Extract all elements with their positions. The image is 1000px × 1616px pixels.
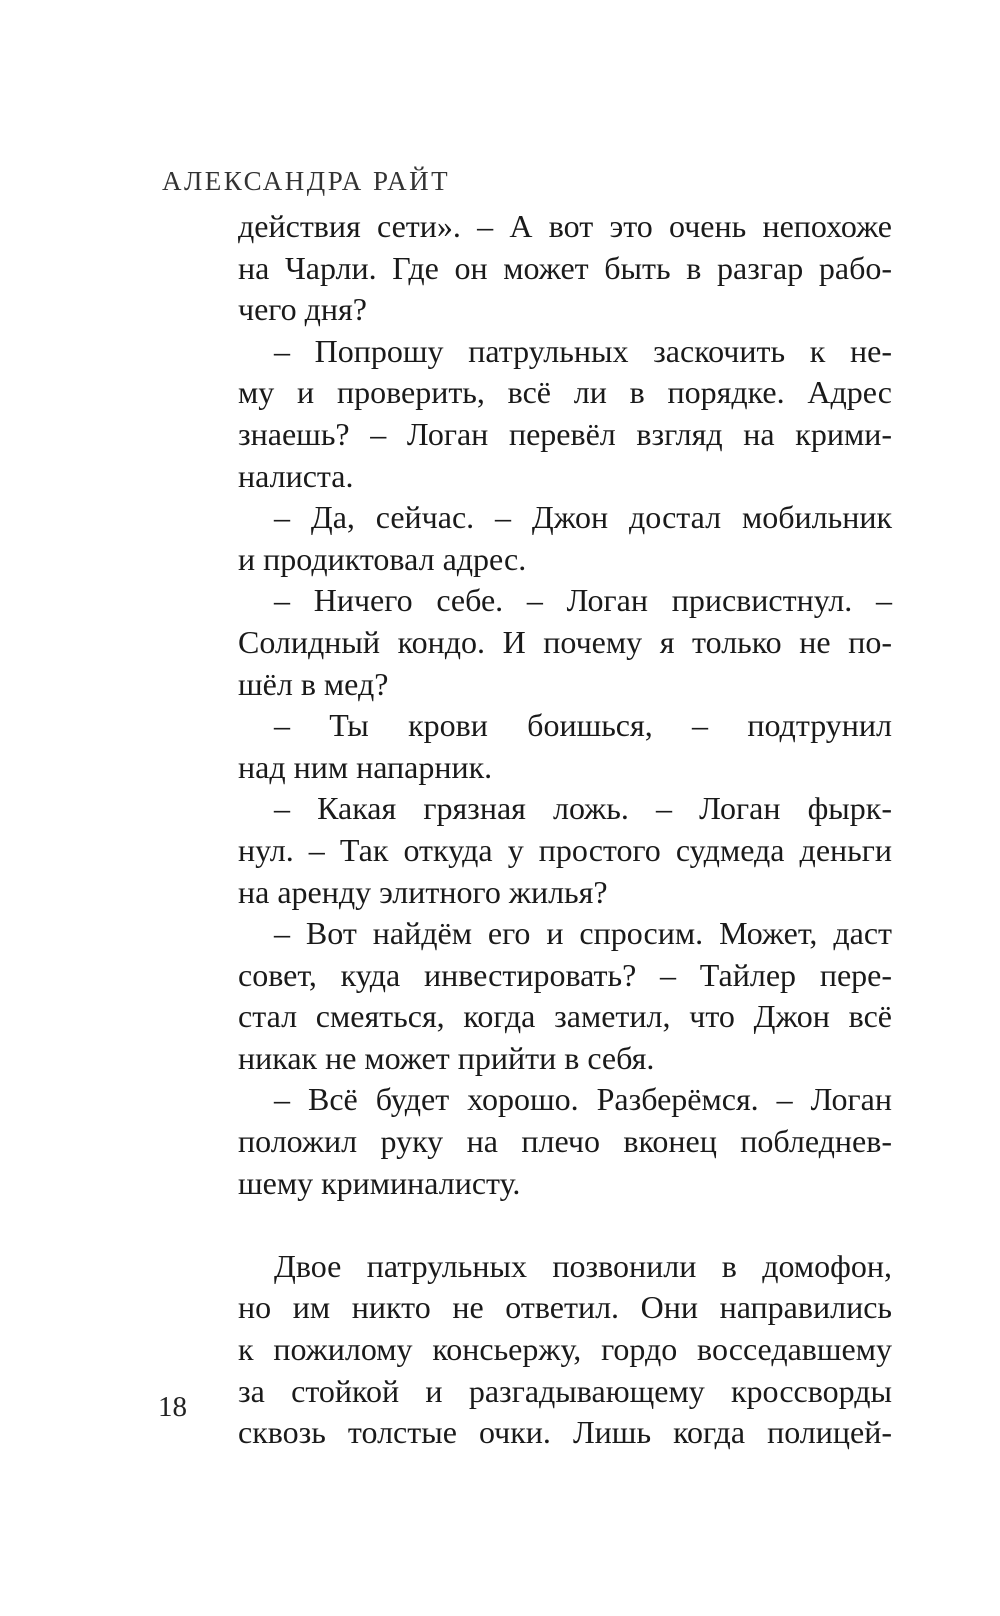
text-line: чего дня? [238, 291, 367, 328]
text-line: му и проверить, всё ли в порядке. Адрес [238, 374, 892, 411]
text-line: над ним напарник. [238, 748, 493, 785]
text-line: действия сети». – А вот это очень непохоже [238, 208, 892, 244]
text-line: сквозь толстые очки. Лишь когда полицей- [238, 1414, 892, 1451]
text-line: – Да, сейчас. – Джон достал мобильник [274, 499, 892, 536]
text-line: – Ничего себе. – Логан присвистнул. – [274, 582, 892, 619]
text-line: нул. – Так откуда у простого судмеда деньги [238, 831, 892, 868]
text-line: положил руку на плечо вконец побледнев- [238, 1123, 892, 1160]
text-line: но им никто не ответил. Они направились [238, 1289, 892, 1326]
text-line: шему криминалисту. [238, 1164, 521, 1201]
text-line: на аренду элитного жилья? [238, 873, 608, 910]
text-line: – Вот найдём его и спросим. Может, даст [274, 915, 892, 952]
text-line: Солидный кондо. И почему я только не по- [238, 623, 892, 660]
text-line: знаешь? – Логан перевёл взгляд на крими- [238, 415, 892, 452]
text-line: и продиктовал адрес. [238, 540, 527, 577]
text-line: налиста. [238, 457, 354, 494]
text-line: стал смеяться, когда заметил, что Джон всё [238, 998, 892, 1035]
text-line: – Ты крови боишься, – подтрунил [274, 707, 892, 744]
running-head: АЛЕКСАНДРА РАЙТ [162, 166, 451, 196]
text-line: на Чарли. Где он может быть в разгар рабо- [238, 249, 892, 286]
text-line: – Попрошу патрульных заскочить к не- [274, 332, 892, 369]
section-break [238, 1204, 892, 1246]
page-number: 18 [158, 1391, 187, 1423]
text-line: за стойкой и разгадывающему кроссворды [238, 1372, 892, 1409]
text-line: – Всё будет хорошо. Разберёмся. – Логан [274, 1081, 892, 1118]
text-line: к пожилому консьержу, гордо восседавшему [238, 1331, 892, 1368]
text-line: совет, куда инвестировать? – Тайлер пере- [238, 956, 892, 993]
body-text [238, 206, 892, 1454]
text-line: шёл в мед? [238, 665, 389, 702]
text-line: Двое патрульных позвонили в домофон, [274, 1247, 892, 1284]
text-line: – Какая грязная ложь. – Логан фырк- [274, 790, 892, 827]
text-line: никак не может прийти в себя. [238, 1039, 655, 1076]
